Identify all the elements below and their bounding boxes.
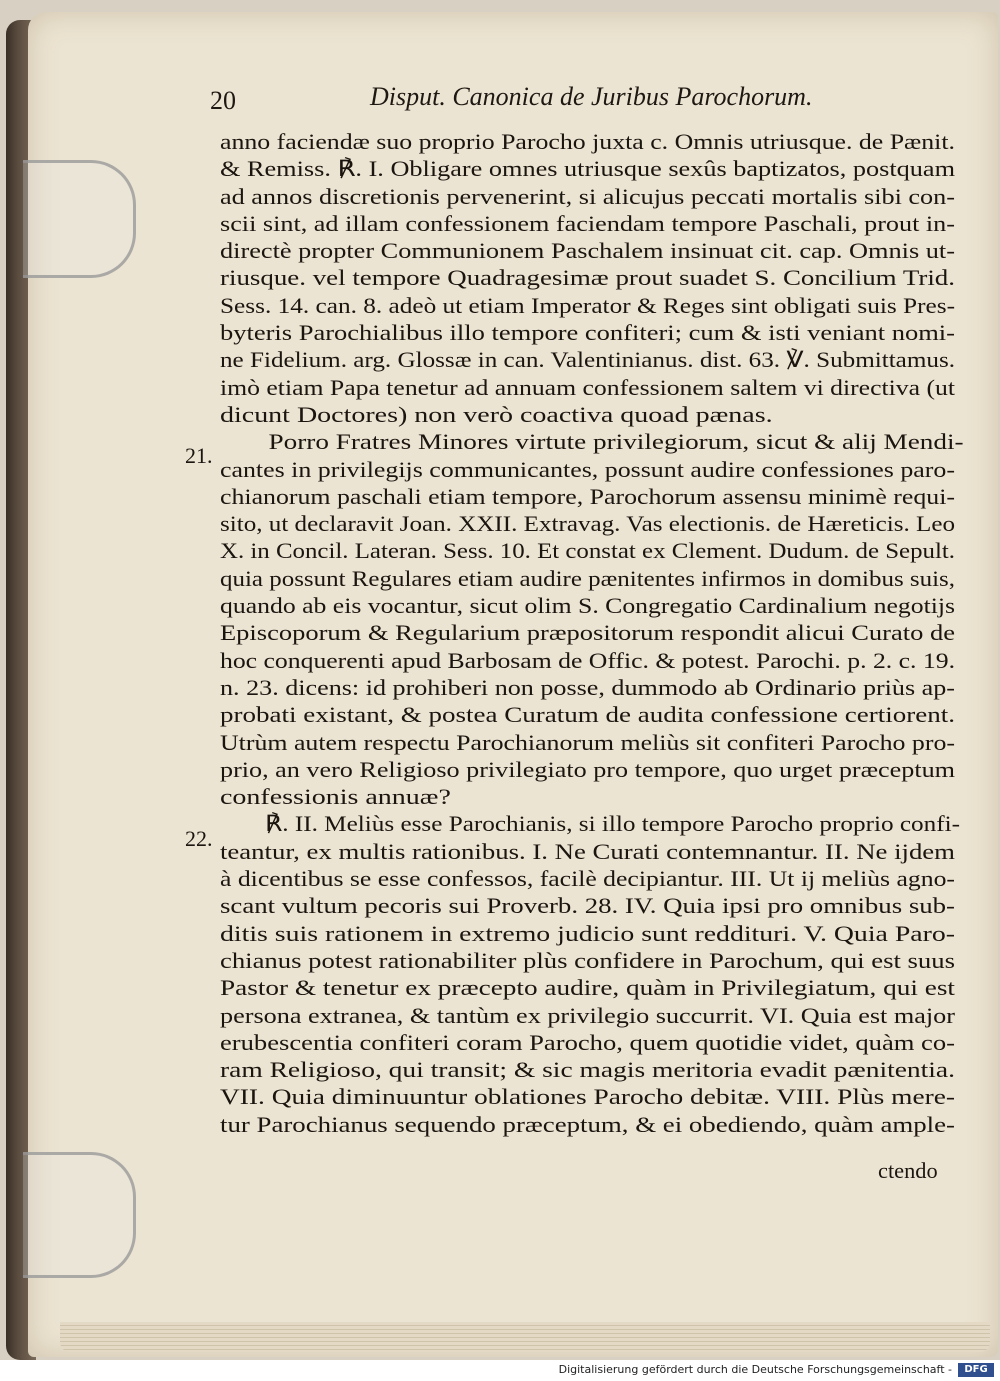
text-line: erubescentia confiteri coram Parocho, quem quotidie videt, quàm co- (220, 1029, 956, 1055)
text-line: directè propter Communionem Paschalem insinuat cit. cap. Omnis ut- (220, 238, 955, 264)
text-line: & Remiss. ℟. I. Obligare omnes utriusque sexûs baptizatos, postquam (220, 156, 956, 182)
funding-credit: Digitalisierung gefördert durch die Deutsche Forschungsgemeinschaft - (558, 1363, 952, 1376)
text-line: cantes in privilegijs communicantes, possunt audire confessiones paro- (220, 456, 955, 482)
page-clip-bottom (23, 1152, 136, 1278)
running-title: Disput. Canonica de Juribus Parochorum. (370, 82, 813, 111)
text-line: quia possunt Regulares etiam audire pænitentes infirmos in domibus suis, (220, 565, 955, 591)
text-line: confessionis annuæ? (220, 784, 451, 810)
paragraph-number-21: 21. (185, 443, 213, 468)
text-line: byteris Parochialibus illo tempore confiteri; cum & isti veniant nomi- (220, 320, 956, 346)
text-line: dicunt Doctores) non verò coactiva quoad pænas. (220, 401, 773, 427)
page-number: 20 (210, 86, 236, 115)
text-line: Utrùm autem respectu Parochianorum meliùs sit confiteri Parocho pro- (220, 729, 956, 755)
running-head (210, 82, 830, 118)
text-line: anno faciendæ suo proprio Parocho juxta c. Omnis utriusque. de Pænit. (220, 129, 955, 154)
text-line: sito, ut declaravit Joan. XXII. Extravag. Vas electionis. de Hæreticis. Leo (220, 511, 955, 537)
text-line: Porro Fratres Minores virtute privilegiorum, sicut & alij Mendi- (268, 429, 964, 455)
text-line: VII. Quia diminuuntur oblationes Parocho debitæ. VIII. Plùs mere- (220, 1084, 955, 1110)
footer-strip (0, 1360, 1000, 1381)
text-line: chianus potest rationabiliter plùs confidere in Parochum, qui est suus (220, 947, 955, 973)
text-line: imò etiam Papa tenetur ad annuam confessionem saltem vi directiva (ut (220, 374, 955, 400)
text-line: ditis suis rationem in extremo judicio sunt reddituri. V. Quia Paro- (220, 920, 955, 946)
text-line: quando ab eis vocantur, sicut olim S. Congregatio Cardinalium negotijs (220, 593, 955, 619)
text-line: ℟. II. Meliùs esse Parochianis, si illo tempore Parocho proprio confi- (264, 811, 960, 837)
text-line: probati existant, & postea Curatum de audita confessione certiorent. (220, 702, 955, 728)
dfg-logo: DFG (958, 1363, 994, 1377)
text-line: chianorum paschali etiam tempore, Parochorum assensu minimè requi- (220, 483, 955, 509)
text-line: prio, an vero Religioso privilegiato pro tempore, quo urget præceptum (220, 756, 955, 782)
page-stack-edge (60, 1322, 990, 1352)
page-clip-top (23, 160, 136, 278)
text-line: tur Parochianus sequendo præceptum, & ei obediendo, quàm ample- (220, 1111, 955, 1137)
text-line: Pastor & tenetur ex præcepto audire, quàm in Privilegiatum, qui est (220, 975, 956, 1001)
text-line: ad annos discretionis pervenerint, si alicujus peccati mortalis sibi con- (220, 183, 955, 209)
catchword: ctendo (878, 1158, 938, 1183)
text-line: scii sint, ad illam confessionem faciendam tempore Paschali, prout in- (220, 210, 955, 236)
text-line: Episcoporum & Regularium præpositorum respondit alicui Curato de (220, 620, 955, 646)
text-line: ram Religioso, qui transit; & sic magis meritoria evadit pænitentia. (220, 1057, 955, 1083)
text-line: teantur, ex multis rationibus. I. Ne Curati contemnantur. II. Ne ijdem (220, 838, 955, 864)
paragraph-number-22: 22. (185, 826, 213, 851)
text-line: persona extranea, & tantùm ex privilegio succurrit. VI. Quia est major (220, 1002, 955, 1028)
text-line: ne Fidelium. arg. Glossæ in can. Valentinianus. dist. 63. ℣. Submittamus. (220, 347, 955, 373)
page-body-text (185, 128, 964, 1138)
text-line: riusque. vel tempore Quadragesimæ prout suadet S. Concilium Trid. (220, 265, 955, 291)
text-line: n. 23. dicens: id prohiberi non posse, dummodo ab Ordinario priùs ap- (220, 674, 955, 700)
text-line: hoc conquerenti apud Barbosam de Offic. & potest. Parochi. p. 2. c. 19. (220, 647, 955, 673)
text-line: Sess. 14. can. 8. adeò ut etiam Imperator & Reges sint obligati suis Pres- (220, 292, 956, 318)
text-line: X. in Concil. Lateran. Sess. 10. Et constat ex Clement. Dudum. de Sepult. (220, 538, 955, 564)
text-line: à dicentibus se esse confessos, facilè decipiantur. III. Ut ij meliùs agno- (220, 866, 955, 892)
text-line: scant vultum pecoris sui Proverb. 28. IV. Quia ipsi pro omnibus sub- (220, 893, 955, 919)
